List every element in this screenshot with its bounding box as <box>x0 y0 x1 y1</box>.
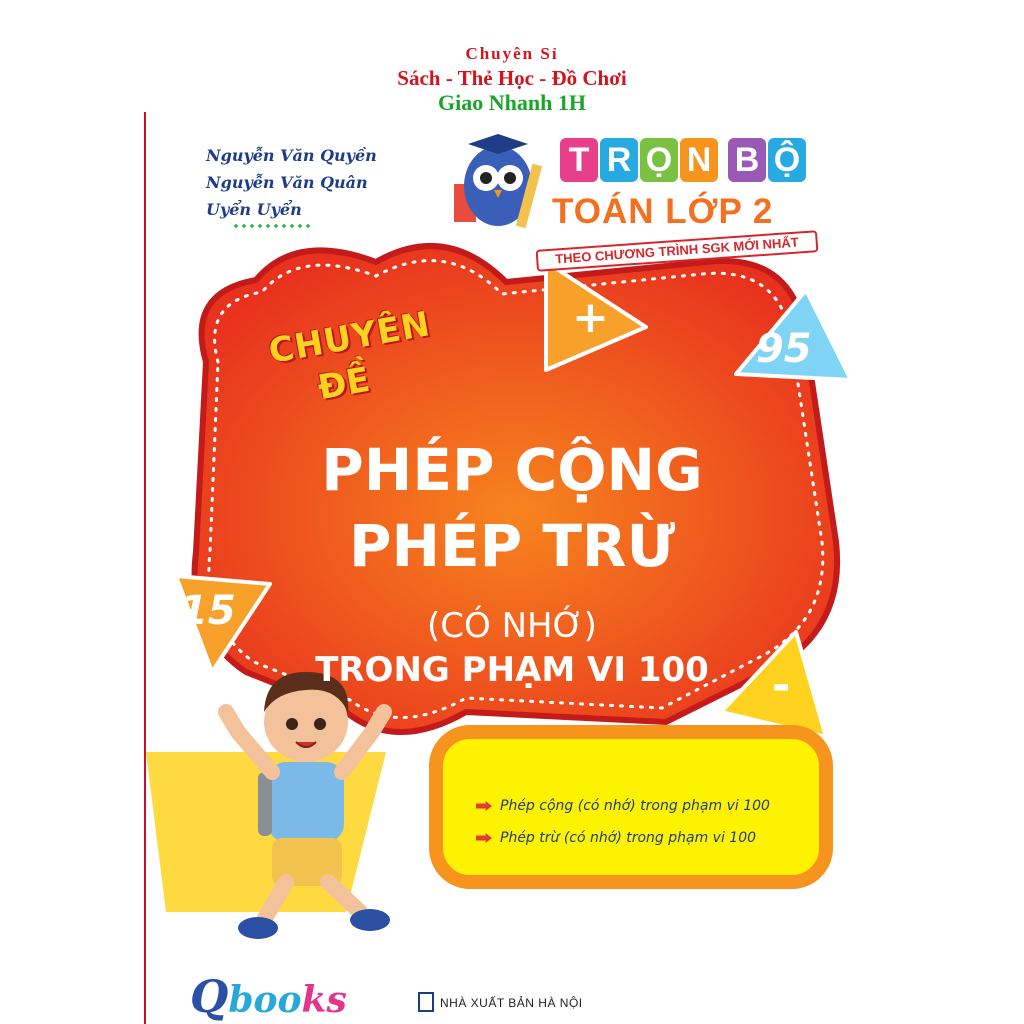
topic-tag-line1: CHUYÊN <box>265 304 434 372</box>
author-list <box>206 142 377 223</box>
number-95: 95 <box>756 326 812 372</box>
contents-item <box>476 790 770 822</box>
series-letter: B <box>728 138 766 182</box>
arrow-right-icon <box>476 801 492 811</box>
author-name: Uyển Uyển <box>206 200 302 219</box>
series-title: TOÁN LỚP 2 <box>552 192 774 231</box>
decorative-dots <box>232 224 312 228</box>
series-subtitle: THEO CHƯƠNG TRÌNH SGK MỚI NHẤT <box>536 230 819 272</box>
plus-sign: + <box>572 292 609 343</box>
minus-sign: - <box>772 660 791 711</box>
shop-banner-line1: Chuyên Sỉ <box>465 44 559 63</box>
series-letter: Ộ <box>768 138 806 182</box>
author-name: Nguyễn Văn Quyền <box>206 146 377 165</box>
series-letter: N <box>680 138 718 182</box>
qbooks-logo <box>190 972 347 1023</box>
shop-banner-line2: Sách - Thẻ Học - Đồ Chơi <box>397 66 627 90</box>
logo-boo: boo <box>228 979 302 1021</box>
number-15: 15 <box>180 588 236 634</box>
author-name: Nguyễn Văn Quân <box>206 173 368 192</box>
series-letter: Ọ <box>640 138 678 182</box>
logo-ks: ks <box>301 979 347 1021</box>
contents-item <box>476 822 770 854</box>
owl-mascot <box>454 134 542 228</box>
book-title-line1: PHÉP CỘNG <box>321 436 703 504</box>
arrow-right-icon <box>476 833 492 843</box>
book-title-line2: PHÉP TRỪ <box>348 512 676 580</box>
publisher-name: NHÀ XUẤT BẢN HÀ NỘI <box>440 996 583 1010</box>
topic-tag-line2: ĐỀ <box>314 359 373 409</box>
contents-list <box>476 790 770 854</box>
contents-item-label: Phép cộng (có nhớ) trong phạm vi 100 <box>500 798 770 814</box>
logo-q: Q <box>190 972 229 1023</box>
book-title-line4: TRONG PHẠM VI 100 <box>315 650 709 690</box>
series-letter: T <box>560 138 598 182</box>
shop-banner-line3: Giao Nhanh 1H <box>438 90 586 115</box>
series-letter-blocks <box>560 138 806 182</box>
contents-item-label: Phép trừ (có nhớ) trong phạm vi 100 <box>500 830 757 846</box>
publisher-logo-icon <box>418 992 434 1012</box>
book-title-line3: (CÓ NHỚ) <box>427 606 597 646</box>
series-letter: R <box>600 138 638 182</box>
